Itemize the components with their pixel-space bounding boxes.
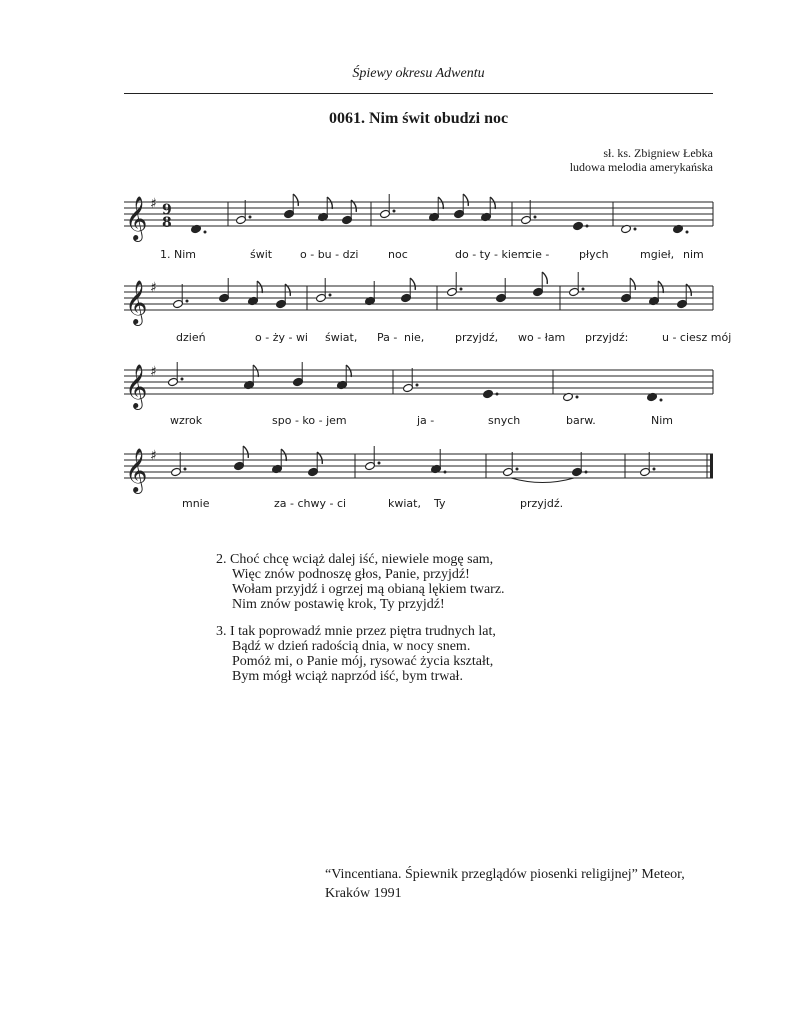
source-line: Kraków 1991 [325,886,402,901]
lyric-syllable: snych [488,414,521,427]
song-title: 0061. Nim świt obudzi noc [328,110,509,127]
note-flag [658,281,663,293]
lyric-syllable: o - bu - dzi [300,248,359,261]
melody-credit: ludowa melodia amerykańska [569,160,713,174]
augmentation-dot [660,399,663,402]
lyric-syllable: nie, [404,331,425,344]
lyric-syllable: cie - [526,248,550,261]
augmentation-dot [329,294,332,297]
lyric-syllable: Pa - [377,331,398,344]
sharp-key-signature: ♯ [150,280,157,296]
note-flag [346,365,351,377]
augmentation-dot [186,300,189,303]
note-flag [438,197,443,209]
lyric-syllable: o - ży - wi [255,331,308,344]
lyricist-credit: sł. ks. Zbigniew Łebka [603,146,713,160]
note-flag [327,197,332,209]
augmentation-dot [576,396,579,399]
augmentation-dot [582,288,585,291]
augmentation-dot [653,468,656,471]
augmentation-dot [444,471,447,474]
note-flag [257,281,262,293]
lyric-syllable: dzień [176,331,206,344]
verse-line: Wołam przyjdź i ogrzej mą obianą lękiem twarz. [232,582,505,597]
time-signature-bottom: 8 [162,215,172,231]
final-barline-thick [710,454,713,478]
augmentation-dot [204,231,207,234]
augmentation-dot [249,216,252,219]
lyric-syllable: kwiat, [388,497,421,510]
lyric-syllable: 1. Nim [160,248,196,261]
lyric-syllable: nim [683,248,704,261]
lyric-syllable: spo - ko - jem [272,414,347,427]
note-flag [463,194,468,206]
verse-2 [216,552,505,612]
sharp-key-signature: ♯ [150,364,157,380]
note-head [483,389,494,398]
note-flag [410,278,415,290]
verse-line: 3. I tak poprowadź mnie przez piętra trudnych lat, [216,624,496,639]
lyric-syllable: ja - [417,414,435,427]
note-flag [542,272,547,284]
lyric-syllable: wzrok [170,414,203,427]
treble-clef: 𝄞 [125,448,148,492]
verse-3 [216,624,505,684]
augmentation-dot [393,210,396,213]
lyric-syllable: świt [250,248,273,261]
augmentation-dot [378,462,381,465]
lyric-syllable: barw. [566,414,596,427]
augmentation-dot [496,393,499,396]
tie [511,478,574,483]
additional-verses [216,552,505,696]
lyric-syllable: za - chwy - ci [274,497,347,510]
augmentation-dot [460,288,463,291]
note-flag [281,449,286,461]
source-citation [325,865,685,903]
sharp-key-signature: ♯ [150,448,157,464]
verse-line: Nim znów postawię krok, Ty przyjdź! [232,597,445,612]
augmentation-dot [184,468,187,471]
note-flag [243,446,248,458]
verse-line: Bądź w dzień radością dnia, w nocy snem. [232,639,471,654]
running-header: Śpiewy okresu Adwentu [352,66,485,81]
note-head [573,221,584,230]
augmentation-dot [634,228,637,231]
augmentation-dot [181,378,184,381]
verse-line: 2. Choć chcę wciąż dalej iść, niewiele mogę sam, [216,552,494,567]
augmentation-dot [585,471,588,474]
lyric-syllable: mnie [182,497,210,510]
sharp-key-signature: ♯ [150,196,157,212]
note-flag [490,197,495,209]
lyric-syllable: do - ty - kiem [455,248,529,261]
lyric-syllable: świat, [325,331,358,344]
note-flag [253,365,258,377]
lyric-syllable: przyjdź, [455,331,499,344]
treble-clef: 𝄞 [125,280,148,324]
lyric-syllable: u - ciesz mój [662,331,732,344]
note-flag [630,278,635,290]
verse-line: Więc znów podnoszę głos, Panie, przyjdź! [232,567,470,582]
augmentation-dot [534,216,537,219]
augmentation-dot [416,384,419,387]
verse-line: Bym mógł wciąż naprzód iść, bym trwał. [232,669,463,684]
treble-clef: 𝄞 [125,364,148,408]
note-flag [293,194,298,206]
lyric-syllable: przyjdź. [520,497,564,510]
lyric-syllable: wo - łam [518,331,566,344]
lyric-syllable: płych [579,248,609,261]
lyric-syllable: mgieł, [640,248,675,261]
lyric-syllable: przyjdź: [585,331,629,344]
lyric-syllable: Nim [651,414,673,427]
time-signature-top: 9 [162,202,172,218]
augmentation-dot [686,231,689,234]
lyric-syllable: noc [388,248,408,261]
augmentation-dot [516,468,519,471]
lyric-syllable: Ty [434,497,446,510]
augmentation-dot [586,225,589,228]
source-line: “Vincentiana. Śpiewnik przeglądów piosenki religijnej” Meteor, [325,867,685,882]
treble-clef: 𝄞 [125,196,148,240]
verse-line: Pomóż mi, o Panie mój, rysować życia kształt, [232,654,494,669]
